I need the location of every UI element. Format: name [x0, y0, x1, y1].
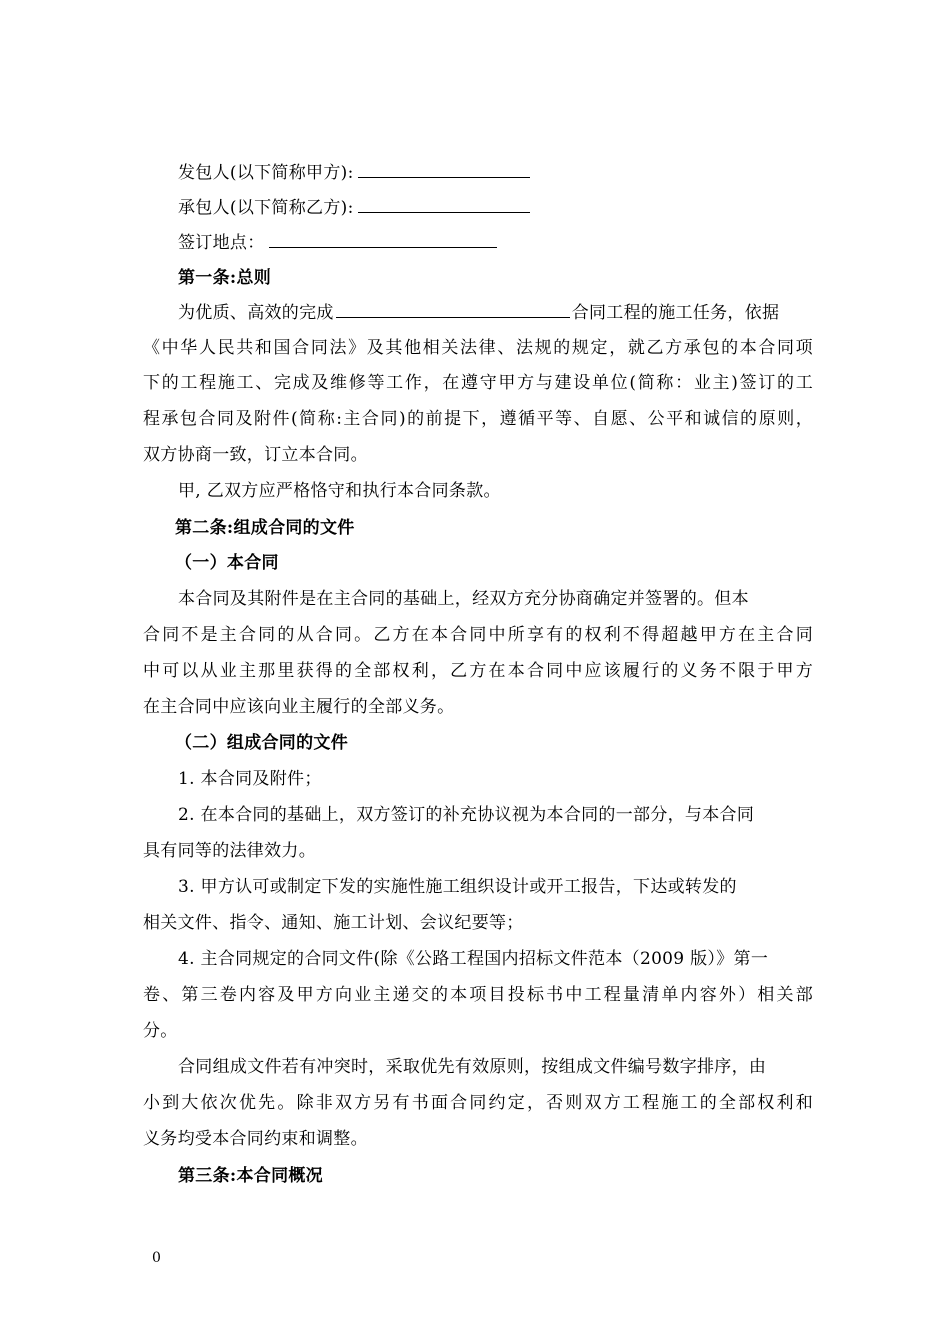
item3-line2: 相关文件、指令、通知、施工计划、会议纪要等； [143, 913, 524, 933]
item3-line1: 3. 甲方认可或制定下发的实施性施工组织设计或开工报告，下达或转发的 [178, 877, 737, 897]
article1-para1-line5: 双方协商一致，订立本合同。 [143, 445, 368, 465]
article1-para1-post: 合同工程的施工任务，依据 [571, 303, 780, 323]
conflict-line1: 合同组成文件若有冲突时，采取优先有效原则，按组成文件编号数字排序，由 [178, 1057, 767, 1077]
article1-para1-line4: 程承包合同及附件(简称:主合同)的前提下，遵循平等、自愿、公平和诚信的原则， [143, 409, 813, 429]
article2-sub1-line4: 在主合同中应该向业主履行的全部义务。 [143, 697, 455, 717]
employer-blank[interactable] [358, 162, 530, 178]
article2-sub1-title: （一）本合同 [175, 553, 279, 573]
article2-sub1-line2: 合同不是主合同的从合同。乙方在本合同中所享有的权利不得超越甲方在主合同 [143, 625, 813, 645]
article1-title: 第一条:总则 [178, 268, 272, 288]
article2-sub1-line3: 中可以从业主那里获得的全部权利，乙方在本合同中应该履行的义务不限于甲方 [143, 661, 813, 681]
employer-label: 发包人(以下简称甲方): [178, 163, 354, 183]
article1-para1-line1 [178, 302, 813, 323]
article2-sub2-title: （二）组成合同的文件 [175, 733, 348, 753]
signing-place-blank[interactable] [269, 232, 497, 248]
item1: 1. 本合同及附件； [178, 769, 322, 789]
item4-line2: 卷、第三卷内容及甲方向业主递交的本项目投标书中工程量清单内容外）相关部 [143, 985, 813, 1005]
item2-line2: 具有同等的法律效力。 [143, 841, 316, 861]
article3-title: 第三条:本合同概况 [178, 1166, 323, 1186]
item4-line3: 分。 [143, 1021, 178, 1041]
item2-line1: 2. 在本合同的基础上，双方签订的补充协议视为本合同的一部分，与本合同 [178, 805, 755, 825]
article1-para2: 甲, 乙双方应严格恪守和执行本合同条款。 [178, 481, 501, 501]
conflict-line3: 义务均受本合同约束和调整。 [143, 1129, 368, 1149]
contractor-blank[interactable] [358, 197, 530, 213]
item4-line1: 4. 主合同规定的合同文件(除《公路工程国内招标文件范本（2009 版）》第一 [178, 949, 769, 969]
article2-title: 第二条:组成合同的文件 [175, 518, 355, 538]
signing-place-label: 签订地点： [178, 233, 265, 253]
contractor-field [178, 197, 813, 218]
page-number: 0 [152, 1250, 161, 1266]
signing-place-field [178, 232, 813, 253]
article2-sub1-line1: 本合同及其附件是在主合同的基础上，经双方充分协商确定并签署的。但本 [178, 589, 749, 609]
employer-field [178, 162, 813, 183]
contractor-label: 承包人(以下简称乙方): [178, 198, 354, 218]
project-name-blank[interactable] [336, 302, 570, 318]
article1-para1-line2: 《中华人民共和国合同法》及其他相关法律、法规的规定，就乙方承包的本合同项 [143, 338, 813, 358]
article1-para1-pre: 为优质、高效的完成 [178, 303, 334, 323]
article1-para1-line3: 下的工程施工、完成及维修等工作，在遵守甲方与建设单位(简称：业主)签订的工 [143, 373, 813, 393]
conflict-line2: 小到大依次优先。除非双方另有书面合同约定，否则双方工程施工的全部权利和 [143, 1093, 813, 1113]
